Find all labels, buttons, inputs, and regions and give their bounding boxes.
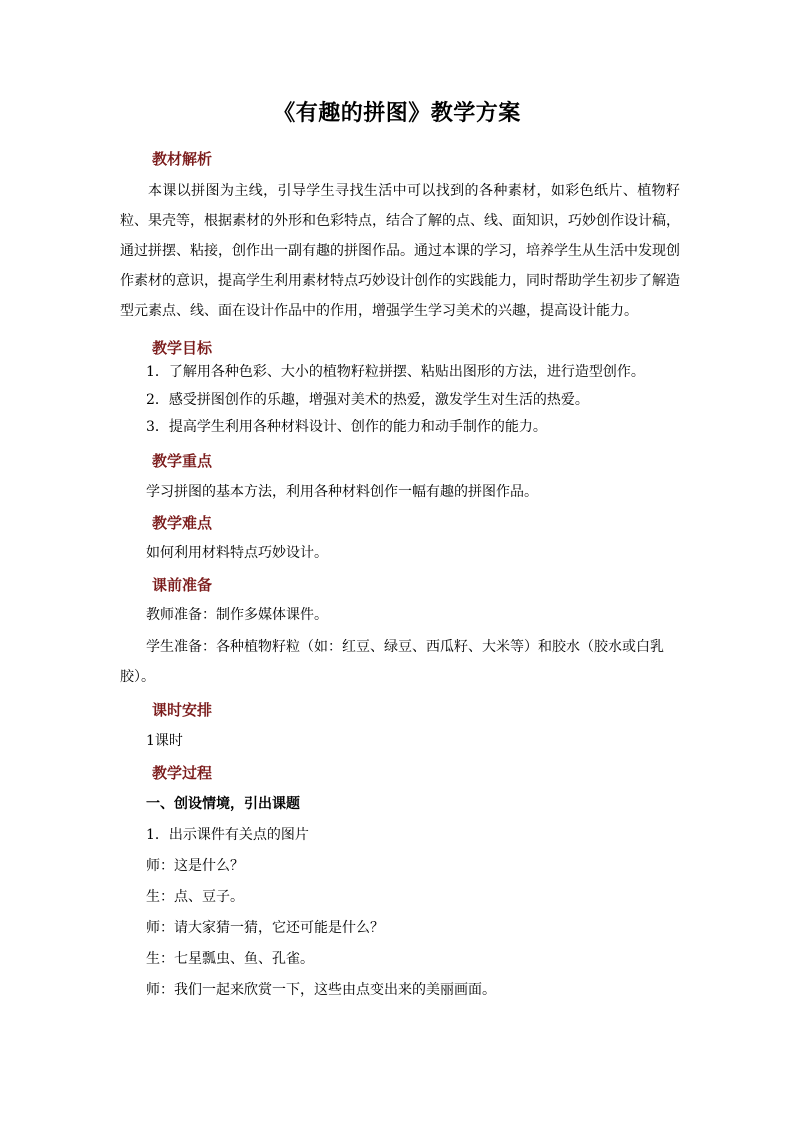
process-line-4: 师：请大家猜一猜，它还可能是什么？ <box>146 920 384 936</box>
difficulties-text: 如何利用材料特点巧妙设计。 <box>146 545 328 561</box>
teacher-preparation: 教师准备：制作多媒体课件。 <box>146 607 328 623</box>
heading-difficulties: 教学难点 <box>152 514 213 532</box>
process-line-5: 生：七星瓢虫、鱼、孔雀。 <box>146 951 314 967</box>
key-points-text: 学习拼图的基本方法，利用各种材料创作一幅有趣的拼图作品。 <box>146 484 538 500</box>
heading-schedule: 课时安排 <box>152 701 213 719</box>
schedule-text: 1课时 <box>146 733 183 749</box>
heading-goals: 教学目标 <box>152 339 213 357</box>
heading-preparation: 课前准备 <box>152 576 213 594</box>
heading-key-points: 教学重点 <box>152 452 213 470</box>
goal-item-2: 2．感受拼图创作的乐趣，增强对美术的热爱，激发学生对生活的热爱。 <box>146 392 589 408</box>
goal-item-3: 3．提高学生利用各种材料设计、创作的能力和动手制作的能力。 <box>146 419 547 435</box>
document-title: 《有趣的拼图》教学方案 <box>273 100 521 126</box>
goal-item-1: 1．了解用各种色彩、大小的植物籽粒拼摆、粘贴出图形的方法，进行造型创作。 <box>146 364 645 380</box>
student-preparation: 学生准备：各种植物籽粒（如：红豆、绿豆、西瓜籽、大米等）和胶水（胶水或白乳胶）。 <box>120 639 664 685</box>
analysis-paragraph: 本课以拼图为主线，引导学生寻找生活中可以找到的各种素材，如彩色纸片、植物籽粒、果壳等，根据素材的外形和色彩特点，结合了解的点、线、面知识，巧妙创作设计稿，通过拼摆、粘接，创作出一副有趣的拼图作品。通过本课的学习，培养学生从生活中发现创作素材的意识，提高学生利用素材特点巧妙设计创作的实践能力，同时帮助学生初步了解造型元素点、线、面在设计作品中的作用，增强学生学习美术的兴趣，提高设计能力。 <box>120 183 680 319</box>
process-line-2: 师：这是什么？ <box>146 858 244 874</box>
heading-analysis: 教材解析 <box>152 150 213 168</box>
process-line-6: 师：我们一起来欣赏一下，这些由点变出来的美丽画面。 <box>146 982 496 998</box>
heading-process: 教学过程 <box>152 764 213 782</box>
process-step-title: 一、创设情境，引出课题 <box>146 796 300 812</box>
process-line-3: 生：点、豆子。 <box>146 889 244 905</box>
process-line-1: 1．出示课件有关点的图片 <box>146 827 309 843</box>
